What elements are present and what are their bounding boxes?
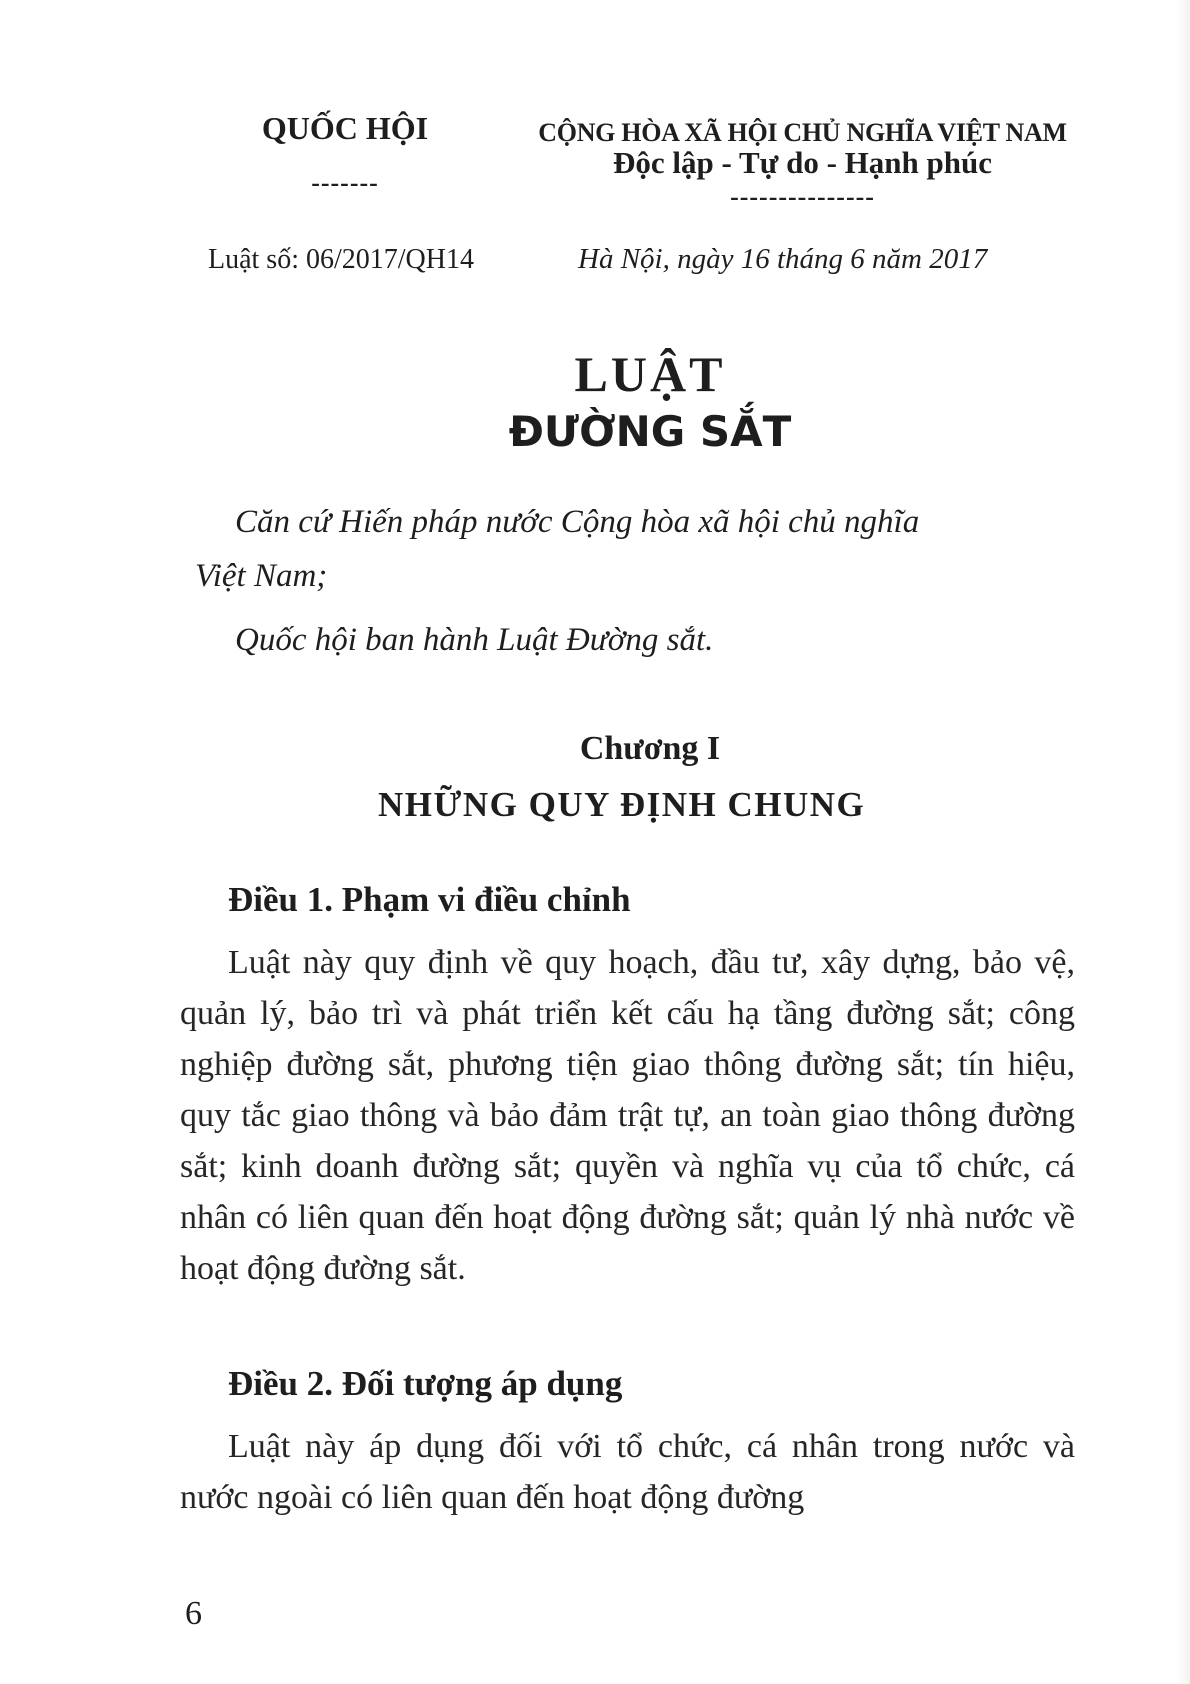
article-2-body: Luật này áp dụng đối với tổ chức, cá nhân trong nước và nước ngoài có liên quan đến hoạt động đường	[180, 1428, 1075, 1516]
document-type-title: LUẬT	[574, 346, 726, 402]
article-1-heading: Điều 1. Phạm vi điều chỉnh	[228, 880, 631, 919]
document-subject-title: ĐƯỜNG SẮT	[508, 407, 792, 456]
national-title: CỘNG HÒA XÃ HỘI CHỦ NGHĨA VIỆT NAM	[538, 118, 1067, 147]
law-number: Luật số: 06/2017/QH14	[208, 244, 474, 275]
organization-underline: -------	[311, 168, 379, 197]
motto-underline: ---------------	[730, 182, 875, 211]
page-edge	[1176, 0, 1190, 1684]
place-and-date: Hà Nội, ngày 16 tháng 6 năm 2017	[578, 243, 988, 275]
article-2-heading: Điều 2. Đối tượng áp dụng	[228, 1364, 623, 1403]
preamble-enactment: Quốc hội ban hành Luật Đường sắt.	[235, 622, 714, 658]
chapter-label: Chương I	[579, 730, 721, 767]
preamble-basis-line-1: Căn cứ Hiến pháp nước Cộng hòa xã hội chủ nghĩa	[235, 504, 920, 540]
national-motto: Độc lập - Tự do - Hạnh phúc	[613, 145, 992, 180]
chapter-title: NHỮNG QUY ĐỊNH CHUNG	[378, 785, 866, 824]
preamble-basis-line-2: Việt Nam;	[195, 558, 328, 594]
article-1-body: Luật này quy định về quy hoạch, đầu tư, xây dựng, bảo vệ, quản lý, bảo trì và phát triển kết cấu hạ tầng đường sắt; công nghiệp đường sắt, phương tiện giao thông đường sắt; tín hiệu, quy tắc giao thông và bảo đảm trật tự, an toàn giao thông đường sắt; kinh doanh đường sắt; quyền và nghĩa vụ của tổ chức, cá nhân có liên quan đến hoạt động đường sắt; quản lý nhà nước về hoạt động đường sắt.	[180, 944, 1075, 1287]
issuing-organization: QUỐC HỘI	[261, 110, 429, 146]
page-number: 6	[185, 1595, 202, 1632]
